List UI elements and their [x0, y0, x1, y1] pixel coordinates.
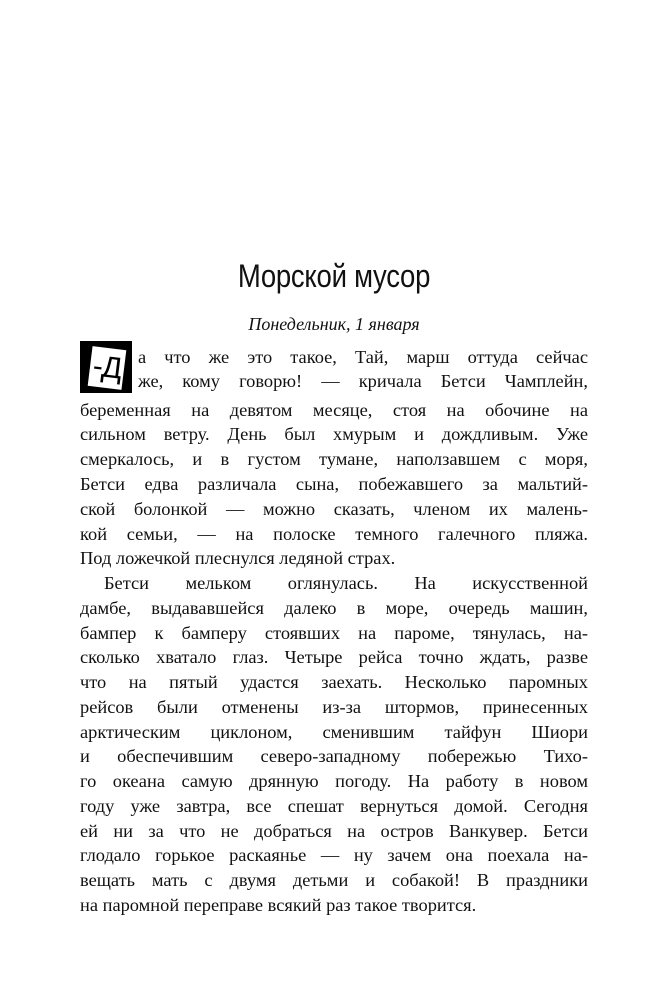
chapter-date: Понедельник, 1 января — [248, 314, 420, 334]
text-line: Бетси мельком оглянулась. На искусственной — [104, 573, 588, 593]
text-line: ской болонкой — можно сказать, членом их малень- — [80, 499, 588, 519]
text-line: и обеспечившим северо-западному побережью Тихо- — [80, 746, 588, 766]
text-line: бампер к бамперу стоявших на пароме, тянулась, на- — [80, 623, 588, 643]
text-line: беременная на девятом месяце, стоя на обочине на — [80, 400, 588, 420]
text-line: же, кому говорю! — кричала Бетси Чамплейн, — [138, 371, 588, 391]
text-line: а что же это такое, Тай, марш оттуда сейчас — [138, 347, 588, 367]
text-line: дамбе, выдававшейся далеко в море, очередь машин, — [80, 598, 588, 618]
chapter-title: Морской мусор — [237, 258, 431, 294]
text-line: го океана самую дрянную погоду. На работу в новом — [80, 771, 588, 791]
text-line: арктическим циклоном, сменившим тайфун Шиори — [80, 722, 588, 742]
text-line: что на пятый удастся заехать. Несколько паромных — [80, 672, 588, 692]
text-line: вещать мать с двумя детьми и собакой! В праздники — [80, 870, 588, 890]
text-line: рейсов были отменены из-за штормов, принесенных — [80, 697, 588, 717]
text-line: сильном ветру. День был хмурым и дождливым. Уже — [80, 424, 588, 444]
text-line: кой семьи, — на полоске темного галечного пляжа. — [80, 524, 588, 544]
text-line: глодало горькое раскаянье — ну зачем она поехала на- — [80, 845, 588, 865]
text-line: ей ни за что не добраться на остров Ванкувер. Бетси — [80, 821, 588, 841]
text-line: на паромной переправе всякий раз такое творится. — [80, 895, 477, 915]
text-line: Бетси едва различала сына, побежавшего за мальтий- — [80, 474, 588, 494]
text-line: смеркалось, и в густом тумане, наползавшем с моря, — [80, 449, 588, 469]
text-line: Под ложечкой плеснулся ледяной страх. — [80, 548, 396, 568]
text-line: году уже завтра, все спешат вернуться домой. Сегодня — [80, 796, 588, 816]
text-line: сколько хватало глаз. Четыре рейса точно ждать, разве — [80, 647, 588, 667]
dropcap-letter: -Д — [88, 346, 127, 390]
dropcap-block — [80, 341, 132, 393]
